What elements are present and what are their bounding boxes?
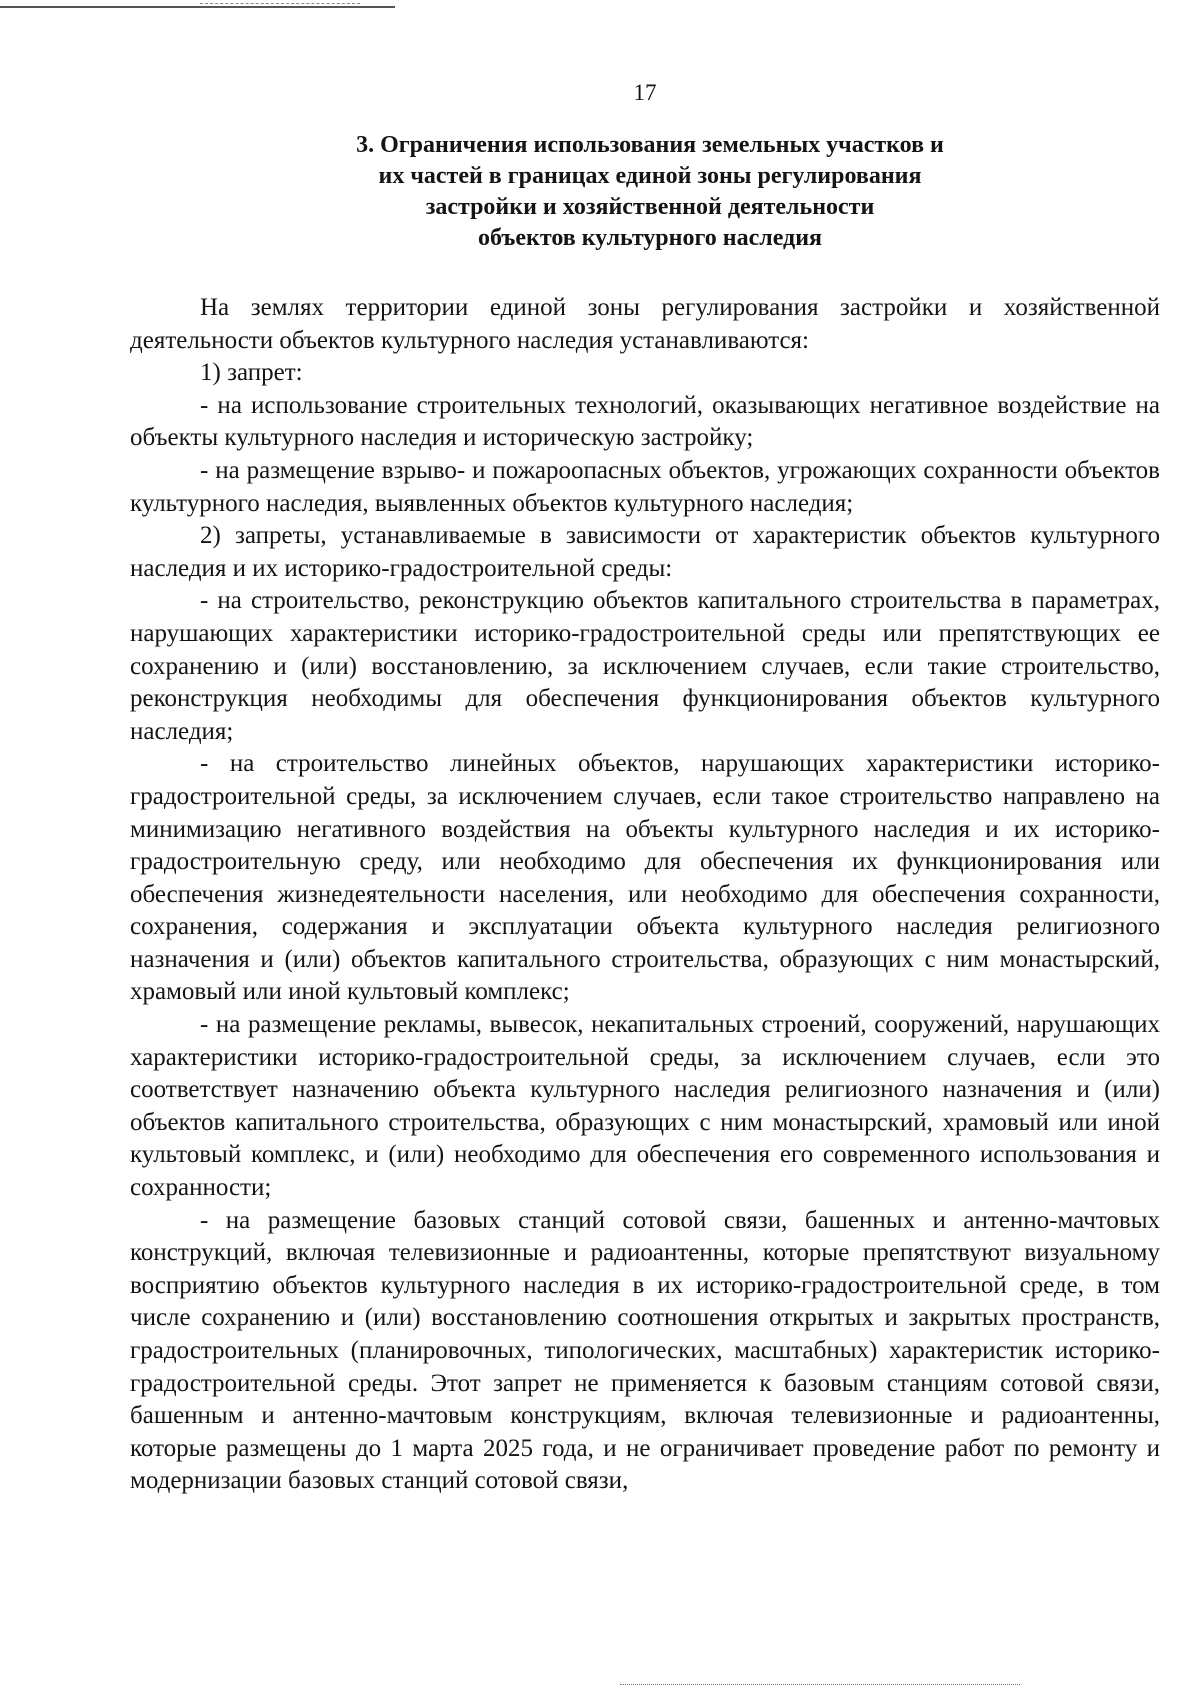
scan-artifact-top — [0, 6, 395, 8]
section-title-line: застройки и хозяйственной деятельности — [425, 194, 875, 220]
section-title — [200, 130, 1100, 254]
paragraph-subitem: - на строительство, реконструкцию объектов капитального строительства в параметрах, нарушающих характеристики историко-градостроительной среды или препятствующих ее сохранению и (или) восстановлению, за исключением случаев, если такие строительство, реконструкция необходимы для обеспечения функционирования объектов культурного наследия; — [130, 587, 1160, 745]
section-title-line: их частей в границах единой зоны регулирования — [378, 163, 922, 189]
document-body — [130, 292, 1160, 1498]
paragraph-intro: На землях территории единой зоны регулирования застройки и хозяйственной деятельности объектов культурного наследия устанавливаются: — [130, 294, 1160, 354]
paragraph-subitem: - на использование строительных технологий, оказывающих негативное воздействие на объекты культурного наследия и историческую застройку; — [130, 391, 1160, 452]
paragraph-subitem: - на размещение рекламы, вывесок, некапитальных строений, сооружений, нарушающих характеристики историко-градостроительной среды, за исключением случаев, если это соответствует назначению объекта культурного наследия религиозного назначения и (или) объектов капитального строительства, образующих с ним монастырский, храмовый или иной культовый комплекс, и (или) необходимо для обеспечения его современного использования и сохранности; — [130, 1011, 1160, 1202]
paragraph-subitem: - на строительство линейных объектов, нарушающих характеристики историко-градостроительной среды, за исключением случаев, если такое строительство направлено на минимизацию негативного воздействия на объекты культурного наследия и их историко-градостроительную среду, или необходимо для обеспечения их функционирования или обеспечения жизнедеятельности населения, или необходимо для обеспечения сохранности, сохранения, содержания и эксплуатации объекта культурного наследия религиозного назначения и (или) объектов капитального строительства, образующих с ним монастырский, храмовый или иной культовый комплекс; — [130, 750, 1160, 1006]
paragraph-subitem: - на размещение взрыво- и пожароопасных объектов, угрожающих сохранности объектов культурного наследия, выявленных объектов культурного наследия; — [130, 456, 1160, 517]
page-number: 17 — [633, 80, 657, 105]
scan-artifact-bottom — [620, 1684, 1020, 1685]
section-title-line: 3. Ограничения использования земельных участков и — [356, 132, 944, 158]
paragraph-item-1: 1) запрет: — [200, 359, 303, 387]
section-title-line: объектов культурного наследия — [477, 225, 823, 251]
scan-artifact-top-dots — [200, 3, 360, 4]
paragraph-subitem: - на размещение базовых станций сотовой связи, башенных и антенно-мачтовых конструкций, включая телевизионные и радиоантенны, которые препятствуют визуальному восприятию объектов культурного наследия в их историко-градостроительной среде, в том числе сохранению и (или) восстановлению соотношения открытых и закрытых пространств, градостроительных (планировочных, типологических, масштабных) характеристик историко-градостроительной среды. Этот запрет не применяется к базовым станциям сотовой связи, башенным и антенно-мачтовым конструкциям, включая телевизионные и радиоантенны, которые размещены до 1 марта 2025 года, и не ограничивает проведение работ по ремонту и модернизации базовых станций сотовой связи, — [130, 1206, 1160, 1495]
paragraph-item-2: 2) запреты, устанавливаемые в зависимости от характеристик объектов культурного наследия и их историко-градостроительной среды: — [130, 522, 1160, 582]
